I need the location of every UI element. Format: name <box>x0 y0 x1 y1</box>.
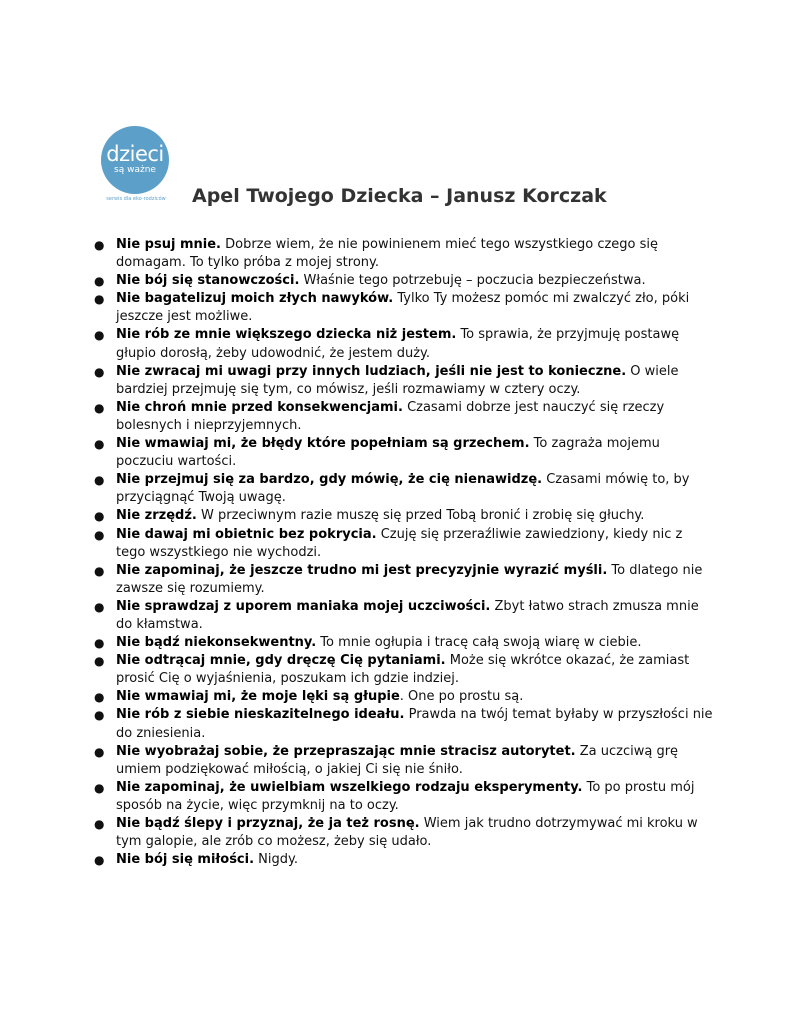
list-item <box>94 272 714 290</box>
item-text: Prawda na twój temat byłaby w przyszłości nie do zniesienia. <box>116 707 713 741</box>
page-title: Apel Twojego Dziecka – Janusz Korczak <box>192 185 607 207</box>
item-heading: Nie wmawiaj mi, że moje lęki są głupie <box>116 689 400 705</box>
list-item <box>94 652 714 688</box>
list-item <box>94 598 714 634</box>
bullet-icon: ● <box>94 817 105 831</box>
item-text: Zbyt łatwo strach zmusza mnie do kłamstwa. <box>116 598 699 632</box>
item-heading: Nie rób ze mnie większego dziecka niż jestem. <box>116 327 457 343</box>
list-item <box>94 363 714 399</box>
logo <box>88 126 184 202</box>
list-item <box>94 236 714 272</box>
item-text: Czuję się przeraźliwie zawiedziony, kiedy nic z tego wszystkiego nie wychodzi. <box>116 526 683 560</box>
item-text: Dobrze wiem, że nie powinienem mieć tego wszystkiego czego się domagam. To tylko próba z mojej strony. <box>116 237 659 271</box>
list-item <box>94 526 714 562</box>
item-text: Nigdy. <box>254 852 298 868</box>
bullet-icon: ● <box>94 780 105 795</box>
list-item <box>94 634 714 652</box>
bullet-icon: ● <box>94 238 105 252</box>
item-text: To po prostu mój sposób na życie, więc przymknij na to oczy. <box>116 779 695 813</box>
bullet-icon: ● <box>94 654 105 669</box>
logo-circle <box>101 126 169 194</box>
item-text: To sprawia, że przyjmuję postawę głupio dorosłą, żeby udowodnić, że jestem duży. <box>116 327 680 361</box>
item-heading: Nie zapominaj, że jeszcze trudno mi jest precyzyjnie wyrazić myśli. <box>116 562 608 578</box>
bullet-icon: ● <box>94 853 105 868</box>
bullet-icon: ● <box>94 744 105 759</box>
item-text: Czasami mówię to, by przyciągnąć Twoją uwagę. <box>116 472 690 506</box>
logo-text-main: dzieci <box>106 142 164 166</box>
bullet-icon: ● <box>94 274 105 289</box>
item-text: Wiem jak trudno dotrzymywać mi kroku w tym galopie, ale zrób co możesz, żeby się udało. <box>116 816 698 850</box>
bullet-icon: ● <box>94 473 105 488</box>
item-heading: Nie zrzędź. <box>116 508 197 524</box>
item-heading: Nie wmawiaj mi, że błędy które popełniam są grzechem. <box>116 436 530 452</box>
bullet-icon: ● <box>94 364 105 379</box>
bullet-icon: ● <box>94 400 105 415</box>
item-heading: Nie bądź ślepy i przyznaj, że ja też rosnę. <box>116 816 420 831</box>
bullet-icon: ● <box>94 292 105 307</box>
list-item <box>94 471 714 507</box>
item-heading: Nie chroń mnie przed konsekwencjami. <box>116 399 403 415</box>
item-text: To zagraża mojemu poczuciu wartości. <box>116 436 660 470</box>
list-item <box>94 290 714 326</box>
item-text: O wiele bardziej przejmuję się tym, co mówisz, jeśli rozmawiamy w cztery oczy. <box>116 363 679 397</box>
bullet-icon: ● <box>94 328 105 343</box>
bullet-icon: ● <box>94 563 105 578</box>
item-heading: Nie bagatelizuj moich złych nawyków. <box>116 291 394 307</box>
list-item <box>94 743 714 779</box>
item-heading: Nie odtrącaj mnie, gdy dręczę Cię pytaniami. <box>116 653 446 669</box>
item-text: To mnie ogłupia i tracę całą swoją wiarę w ciebie. <box>316 635 642 651</box>
item-heading: Nie psuj mnie. <box>116 237 221 252</box>
item-heading: Nie przejmuj się za bardzo, gdy mówię, że cię nienawidzę. <box>116 472 543 488</box>
list-item <box>94 326 714 362</box>
list-item <box>94 815 714 851</box>
bullet-icon: ● <box>94 437 105 452</box>
item-heading: Nie dawaj mi obietnic bez pokrycia. <box>116 526 377 542</box>
list-item <box>94 779 714 815</box>
list-item <box>94 399 714 435</box>
item-heading: Nie zwracaj mi uwagi przy innych ludziach, jeśli nie jest to konieczne. <box>116 363 627 379</box>
bullet-icon: ● <box>94 708 105 723</box>
logo-tagline: serwis dla eko-rodziców <box>106 196 166 202</box>
item-heading: Nie sprawdzaj z uporem maniaka mojej uczciwości. <box>116 598 491 614</box>
list-item <box>94 562 714 598</box>
item-heading: Nie wyobrażaj sobie, że przepraszając mnie stracisz autorytet. <box>116 743 576 759</box>
item-heading: Nie bój się stanowczości. <box>116 273 300 289</box>
logo-text-sub: są ważne <box>114 165 156 175</box>
item-heading: Nie bądź niekonsekwentny. <box>116 635 317 651</box>
item-text: . One po prostu są. <box>399 689 524 705</box>
bullet-icon: ● <box>94 690 105 705</box>
item-heading: Nie zapominaj, że uwielbiam wszelkiego rodzaju eksperymenty. <box>116 779 583 795</box>
list-item <box>94 851 714 869</box>
item-text: Tylko Ty możesz pomóc mi zwalczyć zło, póki jeszcze jest możliwe. <box>116 291 690 325</box>
bullet-icon: ● <box>94 599 105 614</box>
list-item <box>94 507 714 525</box>
item-text: Właśnie tego potrzebuję – poczucia bezpieczeństwa. <box>299 273 646 289</box>
item-text: Może się wkrótce okazać, że zamiast prosić Cię o wyjaśnienia, poszukam ich gdzie indziej. <box>116 653 690 687</box>
item-heading: Nie rób z siebie nieskazitelnego ideału. <box>116 707 405 723</box>
item-text: Za uczciwą grę umiem podziękować miłością, o jakiej Ci się nie śniło. <box>116 743 679 777</box>
bullet-icon: ● <box>94 636 105 651</box>
bullet-icon: ● <box>94 527 105 542</box>
list-item <box>94 688 714 706</box>
appeal-list <box>94 236 714 869</box>
item-text: W przeciwnym razie muszę się przed Tobą bronić i zrobię się głuchy. <box>196 508 645 524</box>
item-heading: Nie bój się miłości. <box>116 852 255 868</box>
item-text: Czasami dobrze jest nauczyć się rzeczy bolesnych i nieprzyjemnych. <box>116 399 665 433</box>
item-text: To dlatego nie zawsze się rozumiemy. <box>116 562 703 596</box>
list-item <box>94 706 714 742</box>
bullet-icon: ● <box>94 509 105 524</box>
list-item <box>94 435 714 471</box>
